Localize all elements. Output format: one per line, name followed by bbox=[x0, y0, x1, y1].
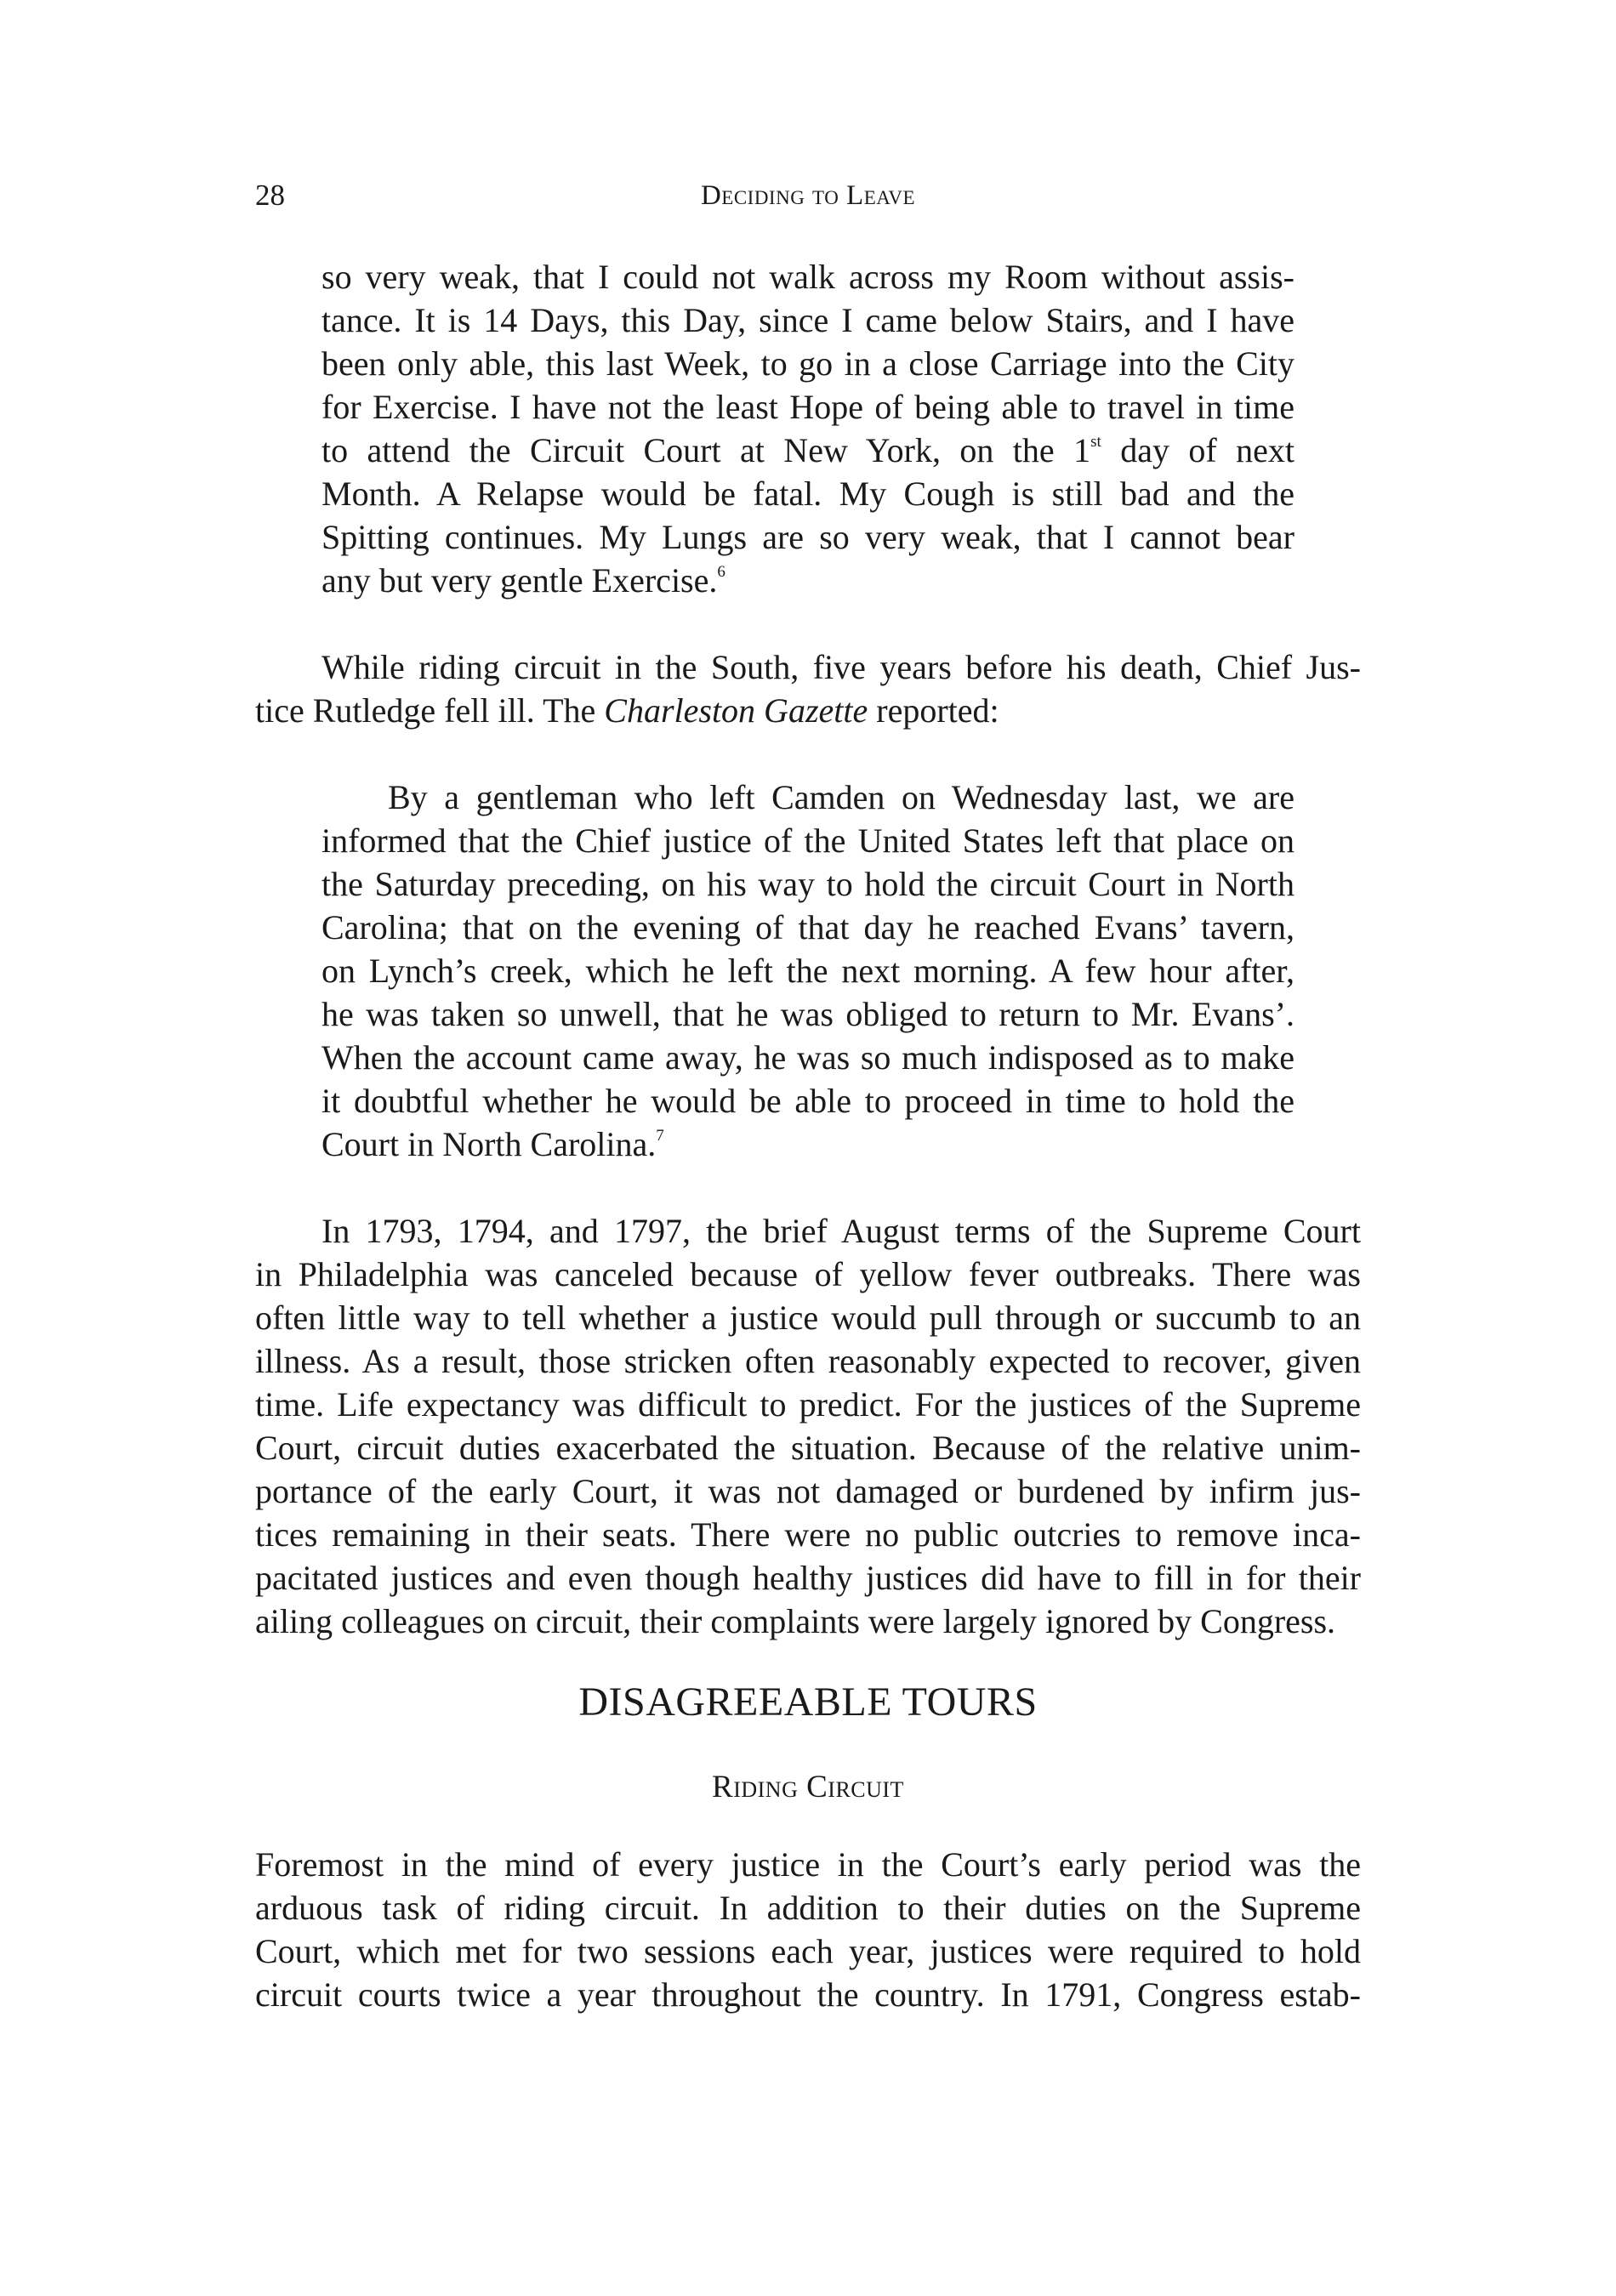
quote-line bbox=[321, 429, 1295, 472]
running-head: Deciding to Leave bbox=[700, 180, 916, 211]
quote-line bbox=[321, 559, 1295, 602]
paragraph-3 bbox=[255, 1843, 1361, 2016]
paragraph-1 bbox=[255, 645, 1361, 732]
quote-line bbox=[321, 1122, 1295, 1166]
quote-text: to attend the Circuit Court at New York, on the 1 bbox=[321, 431, 1091, 469]
paragraph-line: in Philadelphia was canceled because of yellow fever outbreaks. There was bbox=[255, 1255, 1361, 1293]
block-quote-2 bbox=[321, 776, 1295, 1166]
block-quote-1 bbox=[321, 255, 1295, 602]
paragraph-line: Foremost in the mind of every justice in the Court’s early period was the bbox=[255, 1845, 1361, 1884]
quote-line: Carolina; that on the evening of that day he reached Evans’ tavern, bbox=[321, 908, 1295, 946]
paragraph-line: pacitated justices and even though healthy justices did have to fill in for their bbox=[255, 1559, 1361, 1597]
ordinal-superscript: st bbox=[1090, 432, 1101, 451]
quote-line: been only able, this last Week, to go in a close Carriage into the City bbox=[321, 344, 1295, 383]
quote-line: on Lynch’s creek, which he left the next morning. A few hour after, bbox=[321, 952, 1295, 990]
paragraph-line: tices remaining in their seats. There were no public outcries to remove inca- bbox=[255, 1515, 1361, 1554]
paragraph-line: arduous task of riding circuit. In addition to their duties on the Supreme bbox=[255, 1889, 1361, 1927]
footnote-ref-7[interactable]: 7 bbox=[656, 1126, 664, 1145]
quote-line: so very weak, that I could not walk across my Room without assis- bbox=[321, 258, 1295, 296]
paragraph-text: tice Rutledge fell ill. The bbox=[255, 691, 605, 730]
paragraph-line: time. Life expectancy was difficult to predict. For the justices of the Supreme bbox=[255, 1385, 1361, 1424]
paragraph-line bbox=[255, 689, 1361, 732]
paragraph-line: Court, which met for two sessions each year, justices were required to hold bbox=[255, 1932, 1361, 1970]
footnote-ref-6[interactable]: 6 bbox=[717, 562, 725, 581]
quote-line: informed that the Chief justice of the United States left that place on bbox=[321, 821, 1295, 860]
paragraph-line: While riding circuit in the South, five years before his death, Chief Jus- bbox=[321, 648, 1361, 686]
quote-line: When the account came away, he was so much indisposed as to make bbox=[321, 1038, 1295, 1077]
paragraph-line: often little way to tell whether a justice would pull through or succumb to an bbox=[255, 1299, 1361, 1337]
paragraph-line: portance of the early Court, it was not damaged or burdened by infirm jus- bbox=[255, 1472, 1361, 1510]
page-header bbox=[255, 174, 1361, 217]
paragraph-text: reported: bbox=[868, 691, 999, 730]
quote-text: day of next bbox=[1101, 431, 1295, 469]
page-number: 28 bbox=[255, 179, 285, 212]
quote-line: Spitting continues. My Lungs are so very weak, that I cannot bear bbox=[321, 518, 1295, 556]
quote-text: Court in North Carolina. bbox=[321, 1125, 657, 1163]
quote-line: By a gentleman who left Camden on Wednesday last, we are bbox=[388, 778, 1295, 816]
paragraph-line: Court, circuit duties exacerbated the situation. Because of the relative unim- bbox=[255, 1429, 1361, 1467]
quote-line: he was taken so unwell, that he was obliged to return to Mr. Evans’. bbox=[321, 995, 1295, 1033]
quote-line: Month. A Relapse would be fatal. My Cough is still bad and the bbox=[321, 475, 1295, 513]
body-text bbox=[255, 255, 1361, 2016]
quote-line: it doubtful whether he would be able to proceed in time to hold the bbox=[321, 1082, 1295, 1120]
paragraph-gap bbox=[255, 602, 1361, 645]
section-subheading: Riding Circuit bbox=[712, 1770, 904, 1804]
quote-line: tance. It is 14 Days, this Day, since I came below Stairs, and I have bbox=[321, 301, 1295, 339]
paragraph-2 bbox=[255, 1209, 1361, 1643]
newspaper-title: Charleston Gazette bbox=[604, 691, 868, 730]
paragraph-gap bbox=[255, 1166, 1361, 1209]
paragraph-line: circuit courts twice a year throughout the country. In 1791, Congress estab- bbox=[255, 1975, 1361, 2014]
quote-line: the Saturday preceding, on his way to hold the circuit Court in North bbox=[321, 865, 1295, 903]
quote-text: any but very gentle Exercise. bbox=[321, 561, 718, 600]
section-heading: DISAGREEABLE TOURS bbox=[578, 1679, 1038, 1725]
paragraph-line: ailing colleagues on circuit, their complaints were largely ignored by Congress. bbox=[255, 1602, 1336, 1640]
paragraph-gap bbox=[255, 732, 1361, 776]
paragraph-line: In 1793, 1794, and 1797, the brief August terms of the Supreme Court bbox=[321, 1212, 1361, 1250]
paragraph-line: illness. As a result, those stricken often reasonably expected to recover, given bbox=[255, 1342, 1361, 1380]
quote-line: for Exercise. I have not the least Hope of being able to travel in time bbox=[321, 388, 1295, 426]
